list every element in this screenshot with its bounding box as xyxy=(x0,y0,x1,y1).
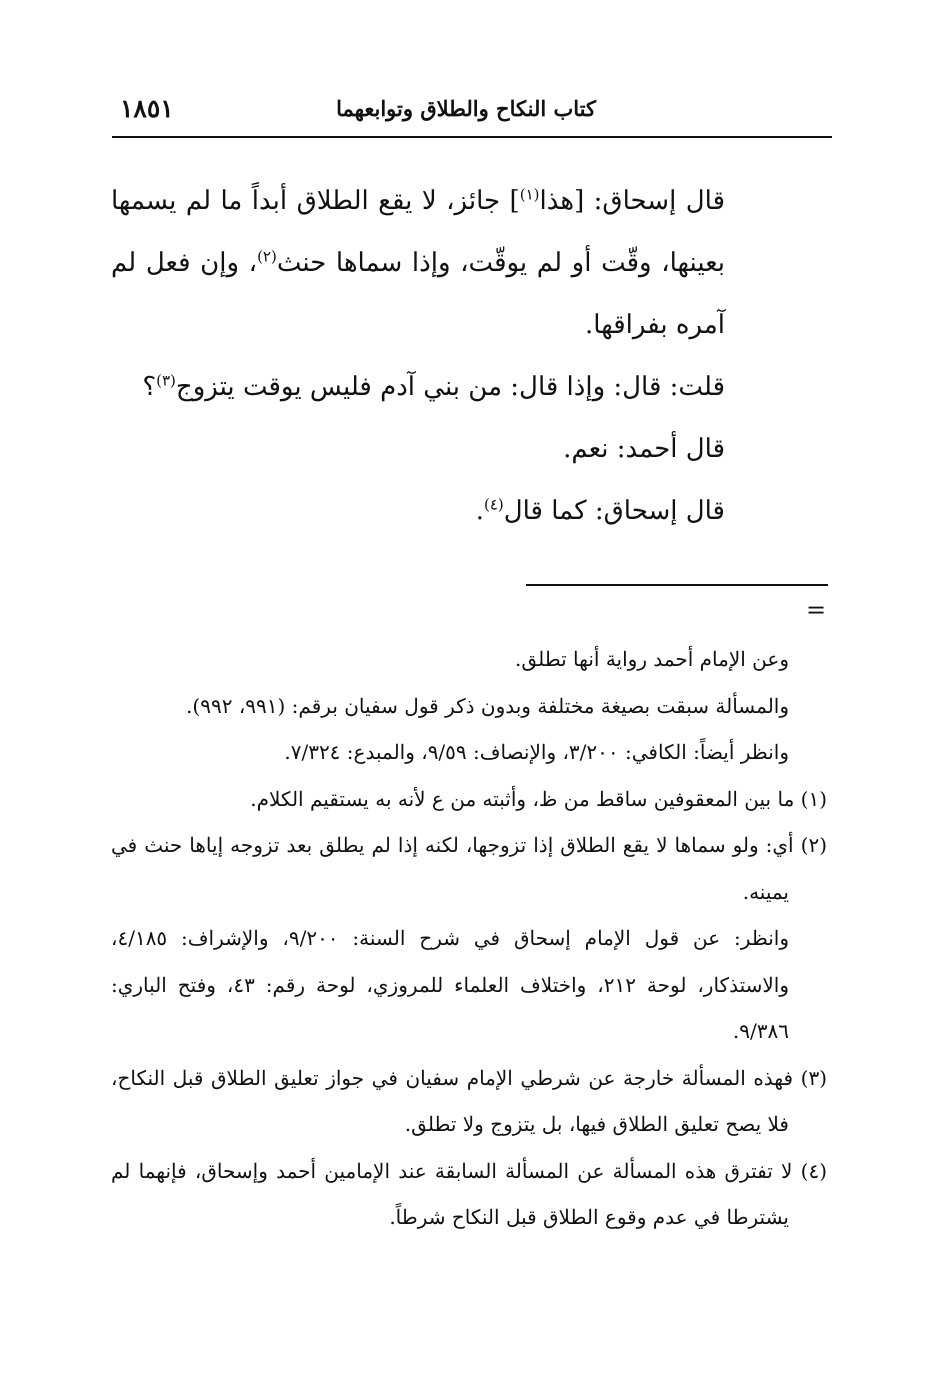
paragraph-ishaq-answer xyxy=(111,480,725,542)
paragraph-ishaq-opinion xyxy=(111,170,725,356)
footnote-continuation-line: وعن الإمام أحمد رواية أنها تطلق. xyxy=(515,647,789,671)
paragraph-question xyxy=(111,356,725,418)
text-segment: ؟ xyxy=(142,372,157,402)
running-title: كتاب النكاح والطلاق وتوابعهما xyxy=(336,96,596,121)
footnote-ref-4: (٤) xyxy=(483,495,504,514)
footnote-continuation-line: وانظر أيضاً: الكافي: ٣/٢٠٠، والإنصاف: ٩/٥٩، والمبدع: ٧/٣٢٤. xyxy=(284,740,789,764)
footnote-ref-2: (٢) xyxy=(257,247,277,266)
text-segment: . xyxy=(475,496,484,526)
text-segment: ، وإن فعل لم آمره بفراقها. xyxy=(111,248,725,340)
paragraph-ahmad-answer xyxy=(111,418,725,480)
page-header xyxy=(112,92,832,138)
footnote-4: (٤) لا تفترق هذه المسألة عن المسألة السابقة عند الإمامين أحمد وإسحاق، فإنهما لم يشترطا في عدم وقوع الطلاق قبل النكاح شرطاً. xyxy=(111,1158,827,1229)
text-segment: قال أحمد: نعم. xyxy=(563,434,725,464)
footnote-3: (٣) فهذه المسألة خارجة عن شرطي الإمام سفيان في جواز تعليق الطلاق قبل النكاح، فلا يصح تعليق الطلاق فيها، بل يتزوج ولا تطلق. xyxy=(111,1065,827,1136)
footnote-ref-1: (١) xyxy=(519,185,540,204)
text-segment: قال إسحاق: كما قال xyxy=(503,496,725,526)
footnote-1: (١) ما بين المعقوفين ساقط من ظ، وأثبته من ع لأنه به يستقيم الكلام. xyxy=(250,786,827,811)
footnote-2-continuation: وانظر: عن قول الإمام إسحاق في شرح السنة: ٩/٢٠٠، والإشراف: ٤/١٨٥، والاستذكار، لوحة ٢١٢، واختلاف العلماء للمروزي، لوحة رقم: ٤٣، وفتح الباري: ٩/٣٨٦. xyxy=(111,926,789,1043)
footnotes xyxy=(111,636,827,1241)
text-segment: قلت: قال: وإذا قال: من بني آدم فليس يوقت يتزوج xyxy=(175,372,725,402)
page-number: ١٨٥١ xyxy=(120,94,174,123)
main-text xyxy=(111,170,725,542)
footnote-continuation-line: والمسألة سبقت بصيغة مختلفة وبدون ذكر قول سفيان برقم: (٩٩١، ٩٩٢). xyxy=(186,693,789,718)
footnote-continuation-mark: = xyxy=(806,596,827,624)
footnote-separator xyxy=(526,584,828,586)
footnote-2: (٢) أي: ولو سماها لا يقع الطلاق إذا تزوجها، لكنه إذا لم يطلق بعد تزوجه إياها حنث في يمينه. xyxy=(111,833,827,904)
footnote-ref-3: (٣) xyxy=(156,371,176,390)
text-segment: قال إسحاق: [هذا xyxy=(539,186,725,216)
text-segment: ] جائز، لا يقع الطلاق أبداً ما لم يسمها بعينها، وقّت أو لم يوقّت، وإذا سماها حنث xyxy=(111,186,725,278)
